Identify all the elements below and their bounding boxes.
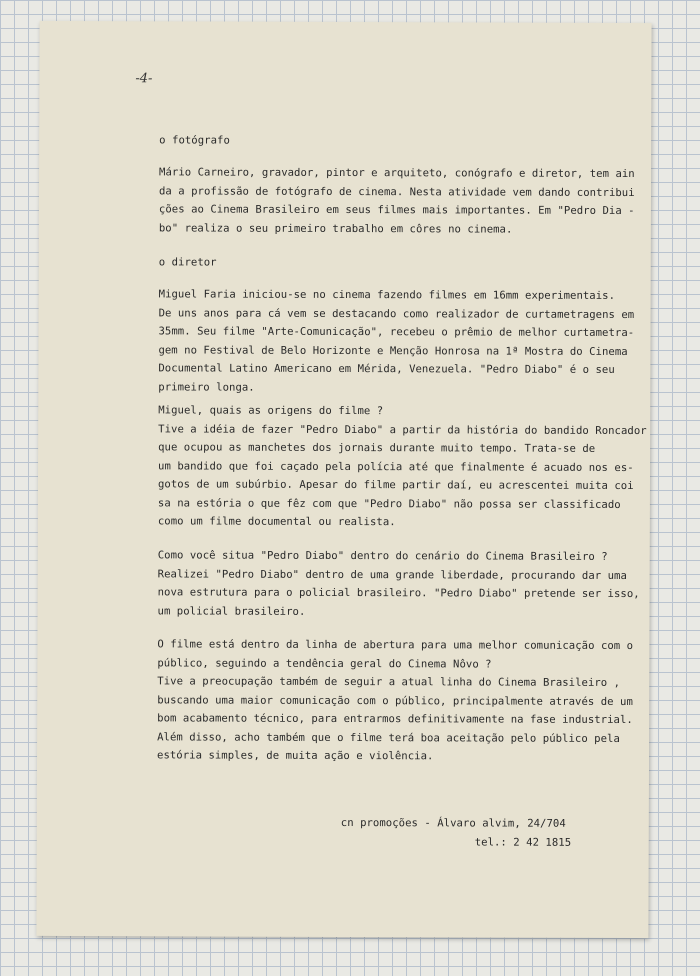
section-heading: o diretor xyxy=(158,256,217,269)
text-line: O filme está dentro da linha de abertura para uma melhor comunicação com o xyxy=(157,638,634,653)
diretor-paragraph xyxy=(158,285,638,398)
text-line: Tive a preocupação também de seguir a atual linha do Cinema Brasileiro , xyxy=(157,675,621,689)
text-line: Mário Carneiro, gravador, pintor e arquiteto, conógrafo e diretor, tem ain xyxy=(159,166,635,181)
text-line: que ocupou as manchetes dos jornais durante muito tempo. Trata-se de xyxy=(158,441,596,455)
interview-question-2 xyxy=(158,546,638,622)
text-line: público, seguindo a tendência geral do Cinema Nôvo ? xyxy=(157,656,492,671)
paper-sheet xyxy=(36,21,651,938)
interview-question-3 xyxy=(157,635,637,766)
section-diretor xyxy=(159,253,639,273)
text-line: Como você situa "Pedro Diabo" dentro do cenário do Cinema Brasileiro ? xyxy=(157,549,608,563)
text-line: um bandido que foi caçado pela polícia até que finalmente é acuado nos es- xyxy=(158,459,634,474)
text-line: Além disso, acho também que o filme terá boa aceitação pelo público pela xyxy=(157,730,620,745)
text-line: De uns anos para cá vem se destacando como realizador de curtametragens em xyxy=(158,306,635,321)
text-line: um policial brasileiro. xyxy=(157,604,306,618)
footer-phone: tel.: 2 42 1815 xyxy=(474,835,572,849)
text-line: gem no Festival de Belo Horizonte e Menção Honrosa na 1ª Mostra do Cinema xyxy=(158,343,628,358)
text-line: Realizei "Pedro Diabo" dentro de uma grande liberdade, procurando dar uma xyxy=(157,567,627,582)
text-line: 35mm. Seu filme "Arte-Comunicação", recebeu o prêmio de melhor curtametra- xyxy=(158,325,635,340)
text-line: buscando uma maior comunicação com o público, principalmente através de um xyxy=(157,693,633,708)
text-line: bo" realiza o seu primeiro trabalho em côres no cinema. xyxy=(158,221,513,236)
text-line: Miguel Faria iniciou-se no cinema fazendo filmes em 16mm experimentais. xyxy=(158,288,616,302)
section-heading: o fotógrafo xyxy=(159,134,230,147)
footer-contact xyxy=(341,814,631,852)
page-number-mark: -4- xyxy=(135,71,153,87)
text-line: ções ao Cinema Brasileiro em seus filmes mais importantes. Em "Pedro Dia - xyxy=(158,203,635,218)
text-line: Documental Latino Americano em Mérida, Venezuela. "Pedro Diabo" é o seu xyxy=(158,362,615,376)
fotografo-paragraph xyxy=(159,163,639,239)
section-fotografo xyxy=(159,131,639,151)
text-line: bom acabamento técnico, para entrarmos definitivamente na fase industrial. xyxy=(157,712,633,727)
text-line: gotos de um subúrbio. Apesar do filme partir daí, eu acrescentei muita coi xyxy=(157,478,634,493)
text-line: estória simples, de muita ação e violência. xyxy=(157,749,434,763)
text-line: nova estrutura para o policial brasileiro. "Pedro Diabo" pretende ser isso, xyxy=(157,586,640,601)
text-line: sa na estória o que fêz com que "Pedro Diabo" não possa ser classificado xyxy=(157,496,621,511)
text-line: Miguel, quais as origens do filme ? xyxy=(158,404,384,418)
text-line: da a profissão de fotógrafo de cinema. Nesta atividade vem dando contribui xyxy=(158,184,635,199)
interview-question-1 xyxy=(157,401,647,532)
text-line: primeiro longa. xyxy=(158,380,255,394)
text-line: como um filme documental ou realista. xyxy=(157,515,396,529)
footer-address: cn promoções - Álvaro alvim, 24/704 xyxy=(340,816,566,830)
text-line: Tive a idéia de fazer "Pedro Diabo" a partir da história do bandido Roncador xyxy=(158,422,647,437)
